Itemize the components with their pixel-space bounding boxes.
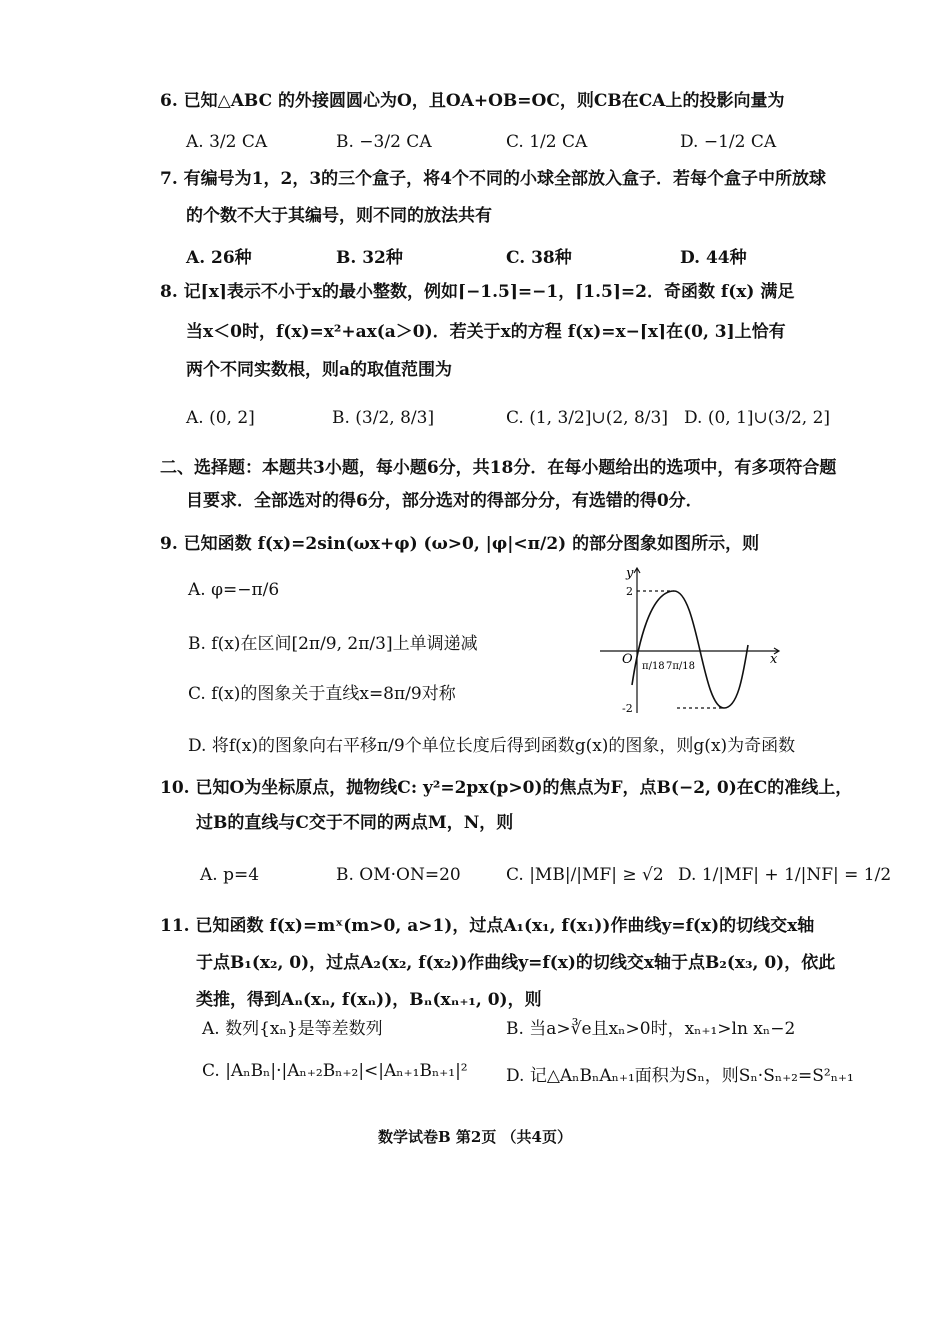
q11-line2: 于点B₁(x₂, 0)，过点A₂(x₂, f(x₂))作曲线y=f(x)的切线交x轴于点B₂(x₃, 0)，依此	[196, 953, 836, 973]
q11-line1: 11. 已知函数 f(x)=mˣ(m>0, a>1)，过点A₁(x₁, f(x₁))作曲线y=f(x)的切线交x轴	[160, 916, 815, 936]
y-axis-label: y	[626, 566, 634, 581]
q10-option-c: C. |MB|/|MF| ≥ √2	[506, 865, 664, 885]
q7-stem-line2: 的个数不大于其编号，则不同的放法共有	[186, 206, 492, 226]
q9-stem: 9. 已知函数 f(x)=2sin(ωx+φ) (ω>0, |φ|<π/2) 的部分图象如图所示，则	[160, 534, 760, 554]
q11-option-b: B. 当a>∛e且xₙ>0时，xₙ₊₁>ln xₙ−2	[506, 1019, 796, 1039]
section2-line1: 二、选择题：本题共3小题，每小题6分，共18分．在每小题给出的选项中，有多项符合题	[160, 458, 837, 478]
y-max-label: 2	[626, 585, 633, 598]
section2-line2: 目要求．全部选对的得6分，部分选对的得部分分，有选错的得0分．	[186, 491, 703, 511]
q8-line3: 两个不同实数根，则a的取值范围为	[186, 360, 453, 380]
x-axis-label: x	[770, 652, 778, 667]
q10-option-d: D. 1/|MF| + 1/|NF| = 1/2	[678, 865, 892, 885]
q10-line1: 10. 已知O为坐标原点，抛物线C: y²=2px(p>0)的焦点为F，点B(−2, 0)在C的准线上，	[160, 778, 853, 798]
q9-option-d: D. 将f(x)的图象向右平移π/9个单位长度后得到函数g(x)的图象，则g(x)为奇函数	[188, 736, 796, 756]
q8-option-a: A. (0, 2]	[186, 408, 255, 428]
q7-option-b: B. 32种	[336, 248, 403, 268]
q6-option-a: A. 3/2 CA	[186, 132, 268, 152]
q7-option-c: C. 38种	[506, 248, 572, 268]
q11-option-d: D. 记△AₙBₙAₙ₊₁面积为Sₙ，则Sₙ·Sₙ₊₂=S²ₙ₊₁	[506, 1066, 854, 1086]
y-min-label: -2	[622, 702, 633, 715]
q6-option-c: C. 1/2 CA	[506, 132, 588, 152]
q7-stem-line1: 7. 有编号为1，2，3的三个盒子，将4个不同的小球全部放入盒子．若每个盒子中所放球	[160, 169, 826, 189]
q10-line2: 过B的直线与C交于不同的两点M，N，则	[196, 813, 514, 833]
q6-stem: 6. 已知△ABC 的外接圆圆心为O，且OA+OB=OC，则CB在CA上的投影向量为	[160, 91, 785, 111]
sine-curve	[632, 591, 748, 708]
tick-pi-18: π/18	[642, 661, 665, 672]
q8-option-c: C. (1, 3/2]∪(2, 8/3]	[506, 408, 668, 428]
q11-option-c: C. |AₙBₙ|·|Aₙ₊₂Bₙ₊₂|<|Aₙ₊₁Bₙ₊₁|²	[202, 1061, 468, 1081]
q8-line2: 当x＜0时，f(x)=x²+ax(a＞0)．若关于x的方程 f(x)=x−⌈x⌉在(0, 3]上恰有	[186, 322, 786, 342]
q9-sine-graph	[598, 565, 788, 715]
q11-option-a: A. 数列{xₙ}是等差数列	[202, 1019, 383, 1039]
q10-option-a: A. p=4	[200, 865, 260, 885]
tick-7pi-18: 7π/18	[666, 661, 696, 672]
page-footer: 数学试卷B 第2页 （共4页）	[378, 1128, 572, 1146]
q9-option-b: B. f(x)在区间[2π/9, 2π/3]上单调递减	[188, 634, 478, 654]
q10-option-b: B. OM·ON=20	[336, 865, 461, 885]
q7-option-a: A. 26种	[186, 248, 252, 268]
q8-option-b: B. (3/2, 8/3]	[332, 408, 435, 428]
origin-label: O	[622, 652, 633, 667]
q9-option-a: A. φ=−π/6	[188, 580, 280, 600]
q7-option-d: D. 44种	[680, 248, 747, 268]
q11-line3: 类推，得到Aₙ(xₙ, f(xₙ))，Bₙ(xₙ₊₁, 0)，则	[196, 990, 542, 1010]
q9-option-c: C. f(x)的图象关于直线x=8π/9对称	[188, 684, 456, 704]
q8-line1: 8. 记⌈x⌉表示不小于x的最小整数，例如⌈−1.5⌉=−1，⌈1.5⌉=2．奇函数 f(x) 满足	[160, 282, 795, 302]
q6-option-d: D. −1/2 CA	[680, 132, 777, 152]
q6-option-b: B. −3/2 CA	[336, 132, 432, 152]
q8-option-d: D. (0, 1]∪(3/2, 2]	[684, 408, 831, 428]
